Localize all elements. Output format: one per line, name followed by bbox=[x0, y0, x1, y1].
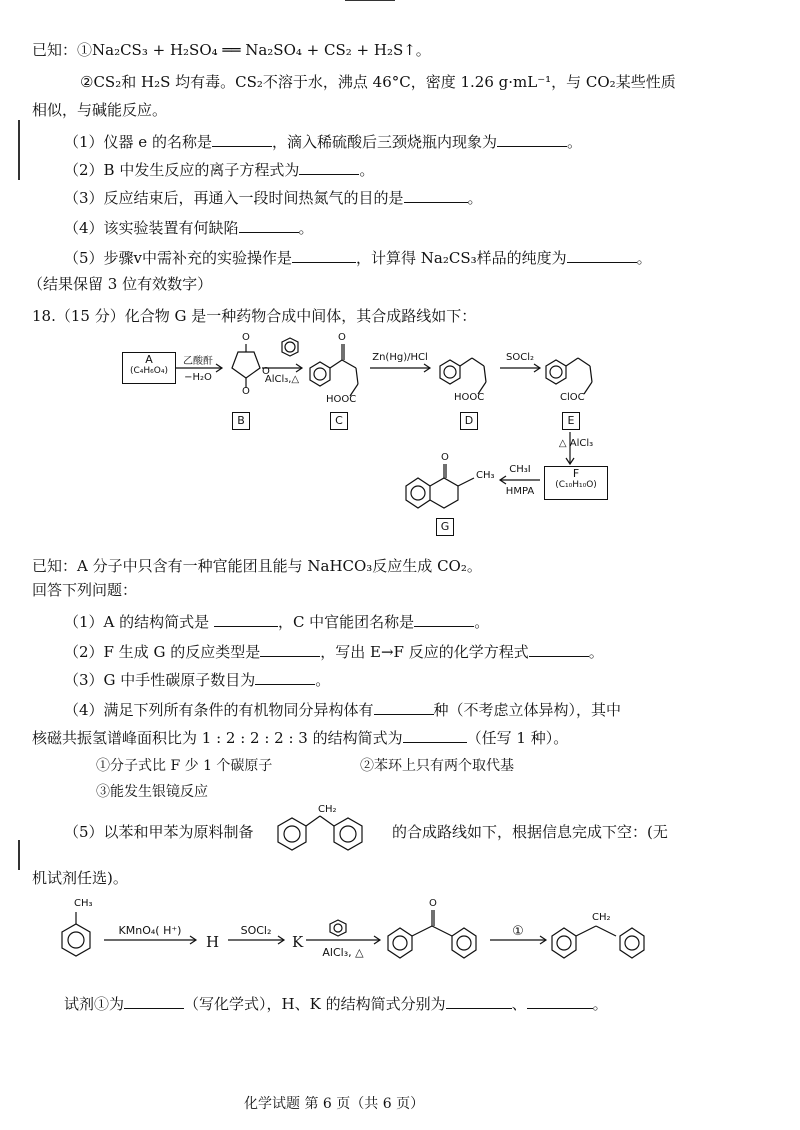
g-methyl: CH₃ bbox=[476, 470, 495, 481]
condition-3: ③能发生银镜反应 bbox=[96, 784, 208, 800]
route-step-1: ① bbox=[512, 924, 524, 939]
q18-item-2: （2）F 生成 G 的反应类型是 ，写出 E→F 反应的化学方程式 。 bbox=[64, 643, 604, 661]
atom-o: O bbox=[242, 386, 250, 397]
compound-f-box: F (C₁₀H₁₀O) bbox=[544, 466, 608, 500]
reagent-b-c: AlCl₃,△ bbox=[264, 374, 300, 385]
route-ch2: CH₂ bbox=[592, 912, 611, 923]
label-g: G bbox=[436, 518, 454, 536]
ch2-label: CH₂ bbox=[318, 804, 337, 815]
answer-blank[interactable] bbox=[527, 994, 593, 1009]
reagent-c-d: Zn(Hg)/HCl bbox=[372, 352, 428, 363]
label-d: D bbox=[460, 412, 478, 430]
reagent-f-g-top: CH₃I bbox=[509, 464, 531, 475]
atom-o: O bbox=[441, 452, 449, 463]
reagent-f-g-bottom: HMPA bbox=[505, 486, 535, 497]
known-line-3: 相似，与碱能反应。 bbox=[32, 101, 168, 119]
q17-item-4: （4）该实验装置有何缺陷 。 bbox=[64, 219, 314, 237]
atom-o: O bbox=[242, 332, 250, 343]
q18-item-4-line-2: 核磁共振氢谱峰面积比为 1 : 2 : 2 : 2 : 3 的结构简式为 （任写 1 种）。 bbox=[32, 729, 569, 747]
atom-o: O bbox=[262, 366, 270, 377]
answer-intro: 回答下列问题： bbox=[32, 581, 138, 599]
reagent-a-b-bottom: −H₂O bbox=[184, 372, 212, 383]
c-group: HOOC bbox=[326, 394, 357, 405]
route-reagent-1: KMnO₄( H⁺) bbox=[118, 924, 182, 937]
route-o: O bbox=[429, 898, 437, 909]
route-h: H bbox=[206, 933, 220, 951]
reagent-a-b-top: 乙酸酐 bbox=[183, 356, 213, 367]
q18-item-1: （1）A 的结构简式是 ，C 中官能团名称是 。 bbox=[64, 613, 490, 631]
q18-item-5-pre: （5）以苯和甲苯为原料制备 bbox=[64, 823, 254, 841]
e-group: ClOC bbox=[560, 392, 585, 403]
q17-item-3: （3）反应结束后，再通入一段时间热氮气的目的是 。 bbox=[64, 189, 483, 207]
atom-o: O bbox=[338, 332, 346, 343]
q18-item-5-post: 的合成路线如下，根据信息完成下空：(无 bbox=[392, 823, 668, 841]
route-ch3: CH₃ bbox=[74, 898, 93, 909]
q18-item-5-line-2: 机试剂任选)。 bbox=[32, 869, 128, 887]
known-2: 已知：A 分子中只含有一种官能团且能与 NaHCO₃反应生成 CO₂。 bbox=[32, 557, 482, 575]
final-question: 试剂①为 （写化学式），H、K 的结构简式分别为 、 。 bbox=[64, 995, 608, 1013]
route-k: K bbox=[292, 933, 304, 951]
label-e: E bbox=[562, 412, 580, 430]
q17-note: （结果保留 3 位有效数字） bbox=[28, 275, 213, 293]
answer-blank[interactable] bbox=[446, 994, 512, 1009]
condition-1: ①分子式比 F 少 1 个碳原子 bbox=[96, 758, 273, 774]
q18-title: 18.（15 分）化合物 G 是一种药物合成中间体，其合成路线如下： bbox=[32, 307, 477, 325]
reagent-d-e: SOCl₂ bbox=[506, 352, 534, 363]
q17-item-1: （1）仪器 e 的名称是 ，滴入稀硫酸后三颈烧瓶内现象为 。 bbox=[64, 133, 582, 151]
known-line-1: 已知：①Na₂CS₃ + H₂SO₄ ══ Na₂SO₄ + CS₂ + H₂S↑。 bbox=[32, 41, 431, 59]
known-line-2: ②CS₂和 H₂S 均有毒。CS₂不溶于水，沸点 46°C，密度 1.26 g·mL⁻¹，与 CO₂某些性质 bbox=[80, 73, 676, 91]
answer-blank[interactable] bbox=[124, 994, 184, 1009]
page-footer: 化学试题 第 6 页（共 6 页） bbox=[244, 1096, 425, 1112]
compound-a-box: A (C₄H₆O₄) bbox=[122, 352, 176, 384]
reagent-e-f: △ AlCl₃ bbox=[558, 438, 594, 449]
condition-2: ②苯环上只有两个取代基 bbox=[360, 758, 514, 774]
route-reagent-2: SOCl₂ bbox=[240, 924, 272, 937]
q17-item-2: （2）B 中发生反应的离子方程式为 。 bbox=[64, 161, 375, 179]
d-group: HOOC bbox=[454, 392, 485, 403]
q18-item-3: （3）G 中手性碳原子数目为 。 bbox=[64, 671, 331, 689]
route-reagent-3: AlCl₃, △ bbox=[322, 946, 364, 959]
label-c: C bbox=[330, 412, 348, 430]
q17-item-5: （5）步骤ⅴ中需补充的实验操作是 ，计算得 Na₂CS₃样品的纯度为 。 bbox=[64, 249, 652, 267]
q18-item-4-line-1: （4）满足下列所有条件的有机物同分异构体有 种（不考虑立体异构），其中 bbox=[64, 701, 622, 719]
label-b: B bbox=[232, 412, 250, 430]
